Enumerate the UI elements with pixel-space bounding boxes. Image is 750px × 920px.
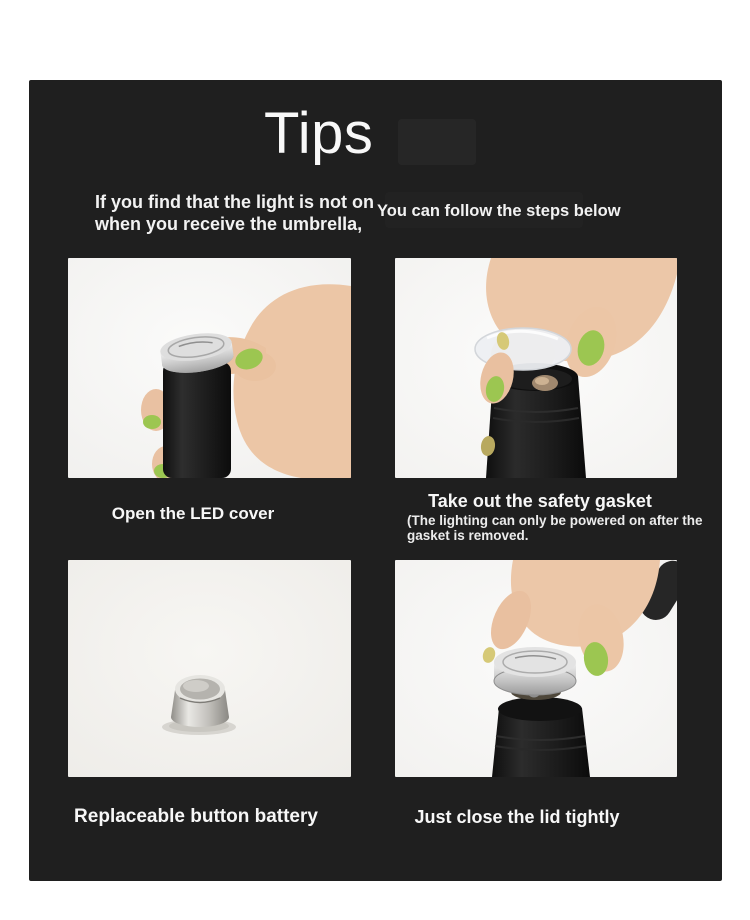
caption-take-out-gasket: Take out the safety gasket <box>428 491 652 511</box>
photo-take-out-gasket <box>395 258 677 478</box>
caption-button-battery: Replaceable button battery <box>74 806 318 827</box>
close-lid-illustration <box>395 560 677 777</box>
page-title: Tips <box>264 101 374 166</box>
button-battery-illustration <box>68 560 351 777</box>
caption-open-led-cover: Open the LED cover <box>111 504 275 523</box>
gasket-note <box>407 513 703 543</box>
gasket-note-line-1: (The lighting can only be powered on after the <box>407 513 703 528</box>
photo-open-led-cover <box>68 258 351 478</box>
gasket-note-line-2: gasket is removed. <box>407 528 529 543</box>
erased-text-artifact <box>398 119 476 165</box>
take-out-gasket-illustration <box>395 258 677 478</box>
open-led-cover-illustration <box>68 258 351 478</box>
intro-text-left <box>95 191 374 235</box>
caption-close-lid: Just close the lid tightly <box>414 807 620 827</box>
intro-line-1: If you find that the light is not on <box>95 192 374 212</box>
photo-close-lid <box>395 560 677 777</box>
photo-button-battery <box>68 560 351 777</box>
intro-line-2: when you receive the umbrella, <box>95 214 363 234</box>
intro-text-right: You can follow the steps below <box>377 202 621 220</box>
